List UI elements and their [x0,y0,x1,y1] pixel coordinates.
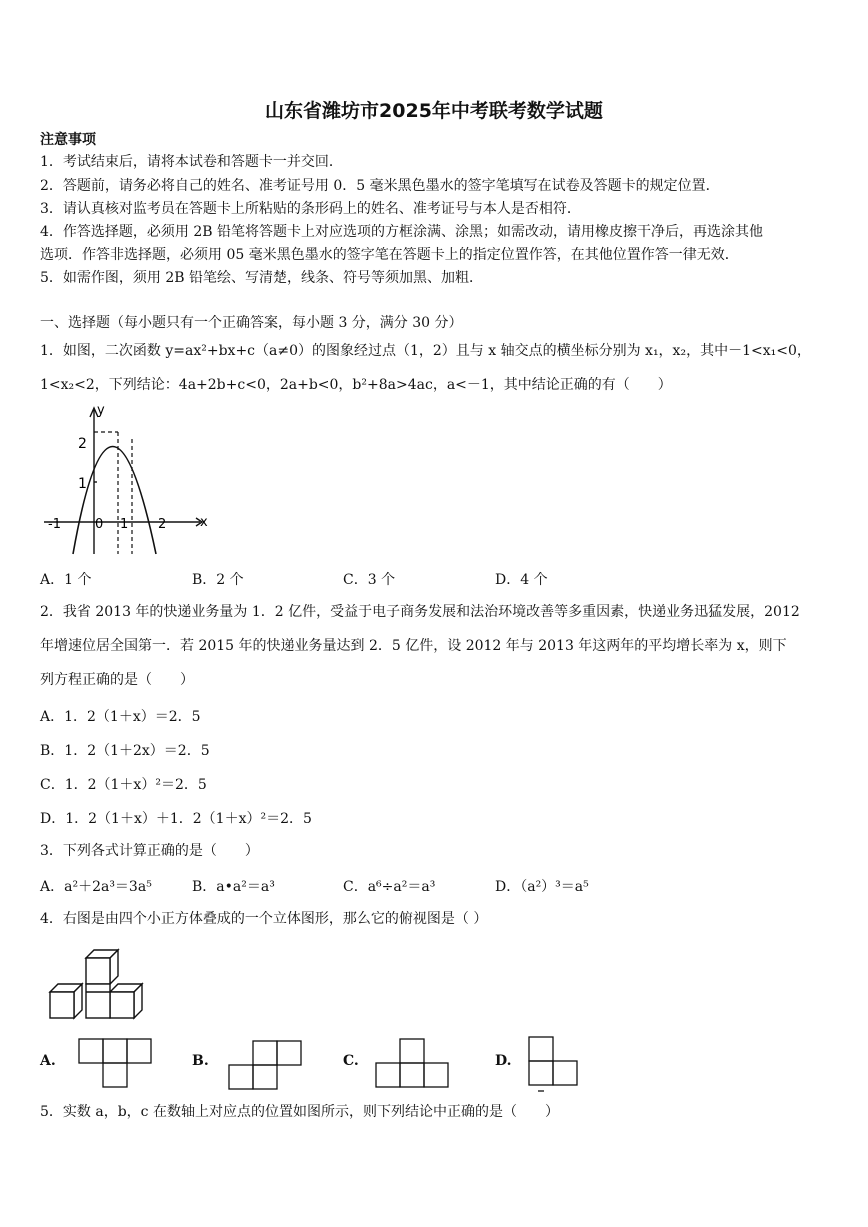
q4-option-b-figure [228,1040,304,1090]
parabola-graph [40,404,210,560]
question-4-stem: 4．右图是由四个小正方体叠成的一个立体图形，那么它的俯视图是（ ） [40,911,488,927]
notice-item: 2．答题前，请务必将自己的姓名、准考证号用 0．5 毫米黑色墨水的签字笔填写在试卷及答题卡的规定位置． [40,178,720,194]
question-3-stem: 3．下列各式计算正确的是（ ） [40,843,259,859]
question-2-stem-cont: 年增速位居全国第一．若 2015 年的快递业务量达到 2．5 亿件，设 2012 年与 2013 年这两年的平均增长率为 x，则下 [40,638,787,654]
q1-option-d: D．4 个 [495,572,548,588]
q3-option-c: C．a⁶÷a²＝a³ [343,879,436,895]
q1-option-b: B．2 个 [192,572,244,588]
y-tick-label: 1 [78,476,87,492]
q3-option-a: A．a²＋2a³＝3a⁵ [40,879,152,895]
y-axis-label: y [97,403,105,418]
question-5-stem: 5．实数 a，b，c 在数轴上对应点的位置如图所示，则下列结论中正确的是（ ） [40,1104,559,1120]
q3-option-b: B．a•a²＝a³ [192,879,275,895]
cube-stack-figure [46,948,156,1024]
q2-option-d: D．1．2（1＋x）＋1．2（1＋x）²＝2．5 [40,811,312,827]
q4-option-d-label: D. [495,1053,512,1069]
question-1-stem-cont: 1<x₂<2，下列结论：4a+2b+c<0，2a+b<0，b²+8a>4ac，a<－1，其中结论正确的有（ ） [40,377,672,393]
q3-option-d: D．（a²）³＝a⁵ [495,879,589,895]
q1-option-a: A．1 个 [40,572,92,588]
q4-option-a-figure [78,1038,154,1088]
parabola-curve [73,447,156,555]
q4-option-d-figure [528,1036,582,1094]
q4-option-b-label: B. [192,1053,209,1069]
q4-option-a-label: A. [40,1053,56,1069]
q4-option-c-label: C. [343,1053,359,1069]
q2-option-c: C．1．2（1＋x）²＝2．5 [40,777,207,793]
x-tick-label: 1 [120,517,129,532]
x-axis-label: x [200,515,208,530]
notice-item: 1．考试结束后，请将本试卷和答题卡一并交回． [40,154,343,170]
x-tick-label: 2 [158,517,167,532]
question-2-stem: 2．我省 2013 年的快递业务量为 1．2 亿件，受益于电子商务发展和法治环境改善等多重因素，快递业务迅猛发展，2012 [40,604,800,620]
section-heading: 一、选择题（每小题只有一个正确答案，每小题 3 分，满分 30 分） [40,315,463,331]
question-1-stem: 1．如图，二次函数 y=ax²+bx+c（a≠0）的图象经过点（1，2）且与 x 轴交点的横坐标分别为 x₁，x₂，其中－1<x₁<0， [40,343,811,359]
notice-item: 3．请认真核对监考员在答题卡上所粘贴的条形码上的姓名、准考证号与本人是否相符． [40,201,581,217]
question-2-stem-cont: 列方程正确的是（ ） [40,672,194,688]
y-tick-label: 2 [78,436,87,452]
x-tick-label: 0 [95,517,104,532]
notice-heading: 注意事项 [40,132,96,148]
notice-item: 5．如需作图，须用 2B 铅笔绘、写清楚，线条、符号等须加黑、加粗． [40,270,484,286]
exam-title: 山东省潍坊市2025年中考联考数学试题 [265,100,603,122]
notice-item: 4．作答选择题，必须用 2B 铅笔将答题卡上对应选项的方框涂满、涂黑；如需改动，请用橡皮擦干净后，再选涂其他 [40,224,763,240]
q2-option-a: A．1．2（1＋x）＝2．5 [40,709,201,725]
q2-option-b: B．1．2（1＋2x）＝2．5 [40,743,210,759]
q4-option-c-figure [375,1038,451,1088]
x-tick-label: -1 [48,517,61,532]
notice-item: 选项．作答非选择题，必须用 05 毫米黑色墨水的签字笔在答题卡上的指定位置作答，在其他位置作答一律无效． [40,247,739,263]
q1-option-c: C．3 个 [343,572,396,588]
